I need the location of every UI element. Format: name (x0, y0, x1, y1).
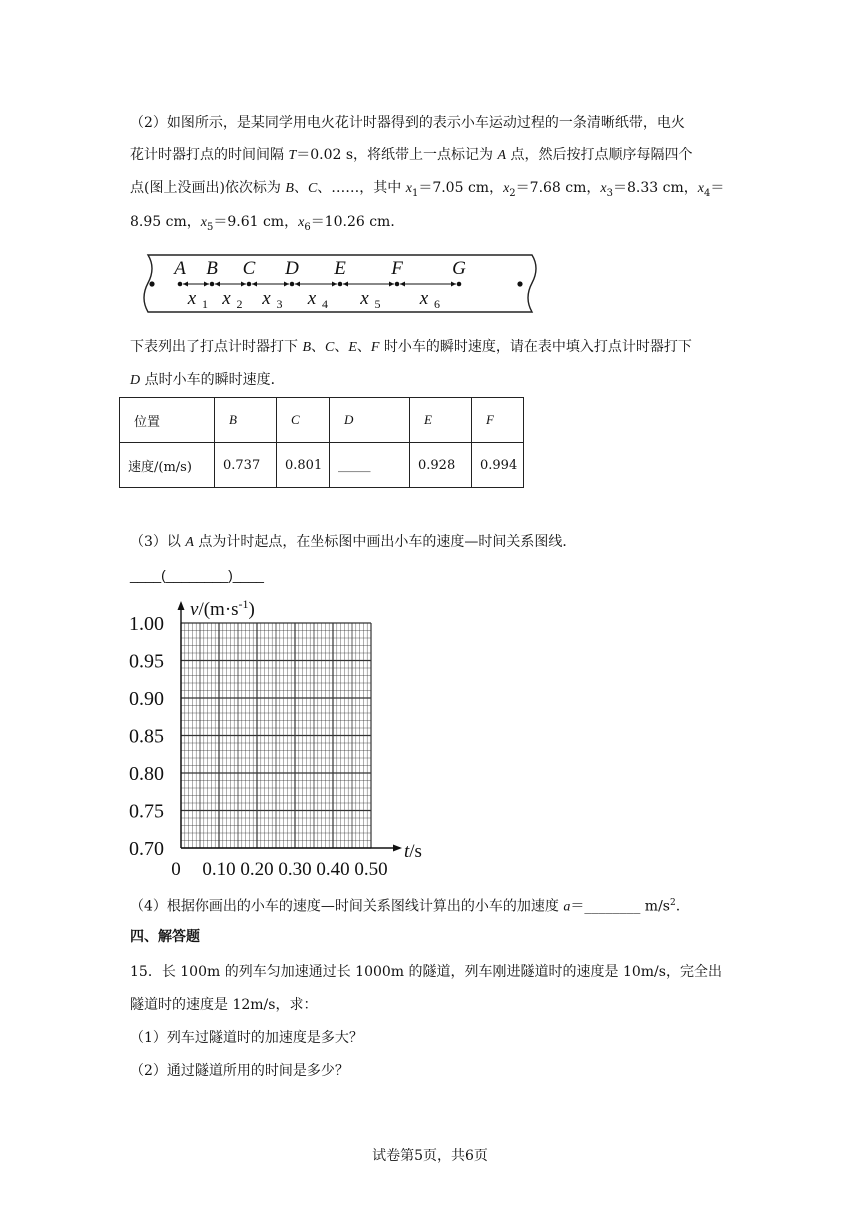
x6-symbol: x (298, 215, 305, 230)
segment-arrowhead (241, 282, 246, 287)
tape-point-dot (178, 282, 183, 287)
segment-arrowhead (295, 282, 300, 287)
segment-arrowhead (451, 282, 456, 287)
q4-exponent: 2 (670, 898, 676, 908)
q4-line (130, 893, 680, 918)
x1-symbol: x (405, 181, 412, 196)
y-tick-label: 0.90 (129, 688, 164, 710)
tape-point-label: A (174, 258, 186, 279)
q2-line-2 (130, 145, 693, 166)
q3-text: 点为计时起点，在坐标图中画出小车的速度—时间关系图线． (193, 534, 577, 550)
q4-answer-blank[interactable]: ＝________ m/s (570, 898, 670, 915)
segment-arrowhead (204, 282, 209, 287)
segment-subscript: 2 (236, 297, 243, 311)
table-cell (215, 398, 277, 443)
q15-line-1: 15．长 100m 的列车匀加速通过长 1000m 的隧道，列车刚进隧道时的速度是 10m/s，完全出 (130, 964, 722, 980)
q15-sub-2: （2）通过隧道所用的时间是多少？ (130, 1063, 349, 1079)
x-tick-label: 0.40 (316, 859, 350, 880)
q2-text: ＝0.02 s，将纸带上一点标记为 (296, 147, 498, 163)
x-tick-label: 0.50 (354, 859, 388, 880)
segment-arrowhead (343, 282, 348, 287)
segment-label: x (187, 288, 197, 309)
y-axis-arrow (178, 601, 185, 610)
table-cell (277, 398, 330, 443)
x2-symbol: x (503, 181, 510, 196)
tape-point-label: C (242, 258, 256, 279)
x5-subscript: 5 (206, 221, 214, 233)
y-tick-label: 0.70 (129, 838, 164, 860)
y-tick-label: 0.85 (129, 725, 164, 748)
x5-value: ＝9.61 cm， (213, 214, 299, 230)
tape-point-label: B (206, 258, 218, 279)
segment-label: x (419, 288, 429, 309)
y-tick-label: 0.75 (129, 800, 164, 823)
table-var: B (229, 412, 237, 427)
x6-subscript: 6 (304, 221, 311, 233)
q3-line (130, 532, 576, 553)
velocity-table (119, 397, 524, 488)
y-tick-label: 1.00 (129, 613, 164, 635)
table-cell: 0.994 (472, 443, 524, 488)
x1-subscript: 1 (411, 187, 419, 199)
x4-subscript: 4 (703, 187, 711, 199)
tape-point-dot (457, 282, 462, 287)
segment-label: x (360, 288, 369, 309)
segment-arrowhead (389, 282, 394, 287)
q3-var-A: A (185, 535, 194, 550)
intro-var-F: F (370, 340, 380, 355)
table-cell (330, 398, 410, 443)
segment-subscript: 6 (434, 297, 440, 311)
tape-point-label: F (391, 258, 403, 279)
q2-text: 、……，其中 (317, 180, 406, 196)
table-var: E (424, 412, 432, 427)
q3-text: （3）以 (130, 534, 186, 550)
q4-var-a: a (563, 899, 571, 915)
page-footer: 试卷第5页，共6页 (372, 1148, 488, 1164)
x-tick-label: 0.20 (240, 859, 274, 880)
intro-text: 、 (334, 339, 349, 355)
x1-value: ＝7.05 cm， (418, 180, 504, 196)
tape-point-dot (338, 282, 343, 287)
table-cell: 0.928 (410, 443, 472, 488)
x4-value-cont: 8.95 cm， (130, 214, 201, 230)
table-intro-line-2 (130, 370, 285, 391)
x-tick-label: 0.30 (278, 859, 312, 880)
segment-arrowhead (332, 282, 337, 287)
q4-end: . (675, 898, 681, 915)
segment-label: x (262, 288, 271, 309)
segment-subscript: 4 (322, 297, 328, 311)
tape-point-dot (395, 282, 400, 287)
segment-subscript: 5 (374, 297, 381, 311)
x-tick-label: 0.10 (202, 859, 236, 880)
table-cell: 速度/(m/s) (120, 443, 215, 488)
q15-sub-1: （1）列车过隧道时的加速度是多大？ (130, 1030, 363, 1046)
table-row-position (120, 398, 524, 443)
y-tick-label: 0.95 (129, 650, 164, 673)
y-tick-label: 0.80 (129, 763, 164, 785)
x3-subscript: 3 (606, 187, 614, 199)
x2-subscript: 2 (509, 187, 516, 199)
q2-text: 点(图上没画出)依次标为 (130, 180, 286, 196)
q4-text: （4）根据你画出的小车的速度—时间关系图线计算出的小车的加速度 (130, 898, 564, 915)
intro-text: 时小车的瞬时速度，请在表中填入打点计时器打下 (379, 339, 692, 355)
section-heading: 四、解答题 (130, 929, 200, 945)
table-cell: 0.801 (277, 443, 330, 488)
x-axis-label: t/s (404, 841, 422, 862)
x-tick-label: 0 (171, 859, 181, 880)
x3-value: ＝8.33 cm， (613, 180, 698, 196)
q2-var-T: T (288, 148, 297, 163)
table-intro-line-1 (130, 337, 692, 358)
intro-text: 、 (311, 339, 326, 355)
q2-text: 、 (293, 180, 308, 196)
q2-line-3 (130, 178, 724, 204)
q2-var-A: A (497, 148, 507, 163)
q3-answer-line[interactable]: ____(________)____ (130, 567, 264, 583)
paper-tape-diagram (130, 250, 550, 320)
table-cell (472, 398, 524, 443)
x3-symbol: x (600, 181, 607, 196)
intro-var-C: C (325, 340, 335, 355)
velocity-time-chart (128, 593, 428, 883)
intro-var-E: E (348, 340, 357, 355)
intro-var-B: B (302, 340, 312, 355)
segment-arrowhead (183, 282, 188, 287)
tape-point-dot (290, 282, 295, 287)
q15-line-2: 隧道时的速度是 12m/s，求： (130, 997, 318, 1013)
segment-arrowhead (284, 282, 289, 287)
x5-symbol: x (200, 215, 207, 230)
y-axis-label: $v/(m\cdot s^{-1})$ (190, 597, 255, 620)
x4-symbol: x (697, 181, 704, 196)
segment-label: x (222, 288, 231, 309)
table-row-speed (120, 443, 524, 488)
x-axis-arrow (393, 845, 402, 852)
intro-var-D: D (130, 373, 141, 388)
tape-point-dot (247, 282, 252, 287)
table-cell: 位置 (120, 398, 215, 443)
q2-line-1: （2）如图所示，是某同学用电火花计时器得到的表示小车运动过程的一条清晰纸带，电火 (130, 115, 685, 131)
intro-text: 、 (356, 339, 371, 355)
tape-point-label: E (334, 258, 346, 279)
q2-var-C: C (307, 181, 318, 196)
tape-point-label: G (452, 258, 466, 279)
segment-arrowhead (400, 282, 405, 287)
x4-value: ＝ (710, 180, 725, 196)
table-cell: 0.737 (215, 443, 277, 488)
x2-value: ＝7.68 cm， (515, 180, 601, 196)
q2-text: 点，然后按打点顺序每隔四个 (506, 147, 693, 163)
segment-arrowhead (252, 282, 257, 287)
table-var: C (291, 412, 300, 427)
tape-point-dot (210, 282, 215, 287)
tape-dot-left (149, 281, 154, 286)
table-var: F (486, 412, 494, 427)
q2-text: 花计时器打点的时间间隔 (130, 147, 289, 163)
intro-text: 点时小车的瞬时速度． (140, 372, 285, 388)
segment-subscript: 1 (202, 297, 208, 311)
q2-line-4 (130, 212, 404, 238)
segment-subscript: 3 (276, 297, 283, 311)
table-cell (410, 398, 472, 443)
tape-dot-right (517, 281, 522, 286)
tape-point-label: D (285, 258, 299, 279)
table-var: D (344, 412, 354, 427)
segment-label: x (307, 288, 317, 309)
intro-text: 下表列出了打点计时器打下 (130, 339, 303, 355)
q2-var-B: B (285, 181, 294, 196)
segment-arrowhead (215, 282, 220, 287)
x6-value: ＝10.26 cm． (310, 214, 405, 230)
answer-blank-d[interactable]: _____ (330, 443, 410, 488)
